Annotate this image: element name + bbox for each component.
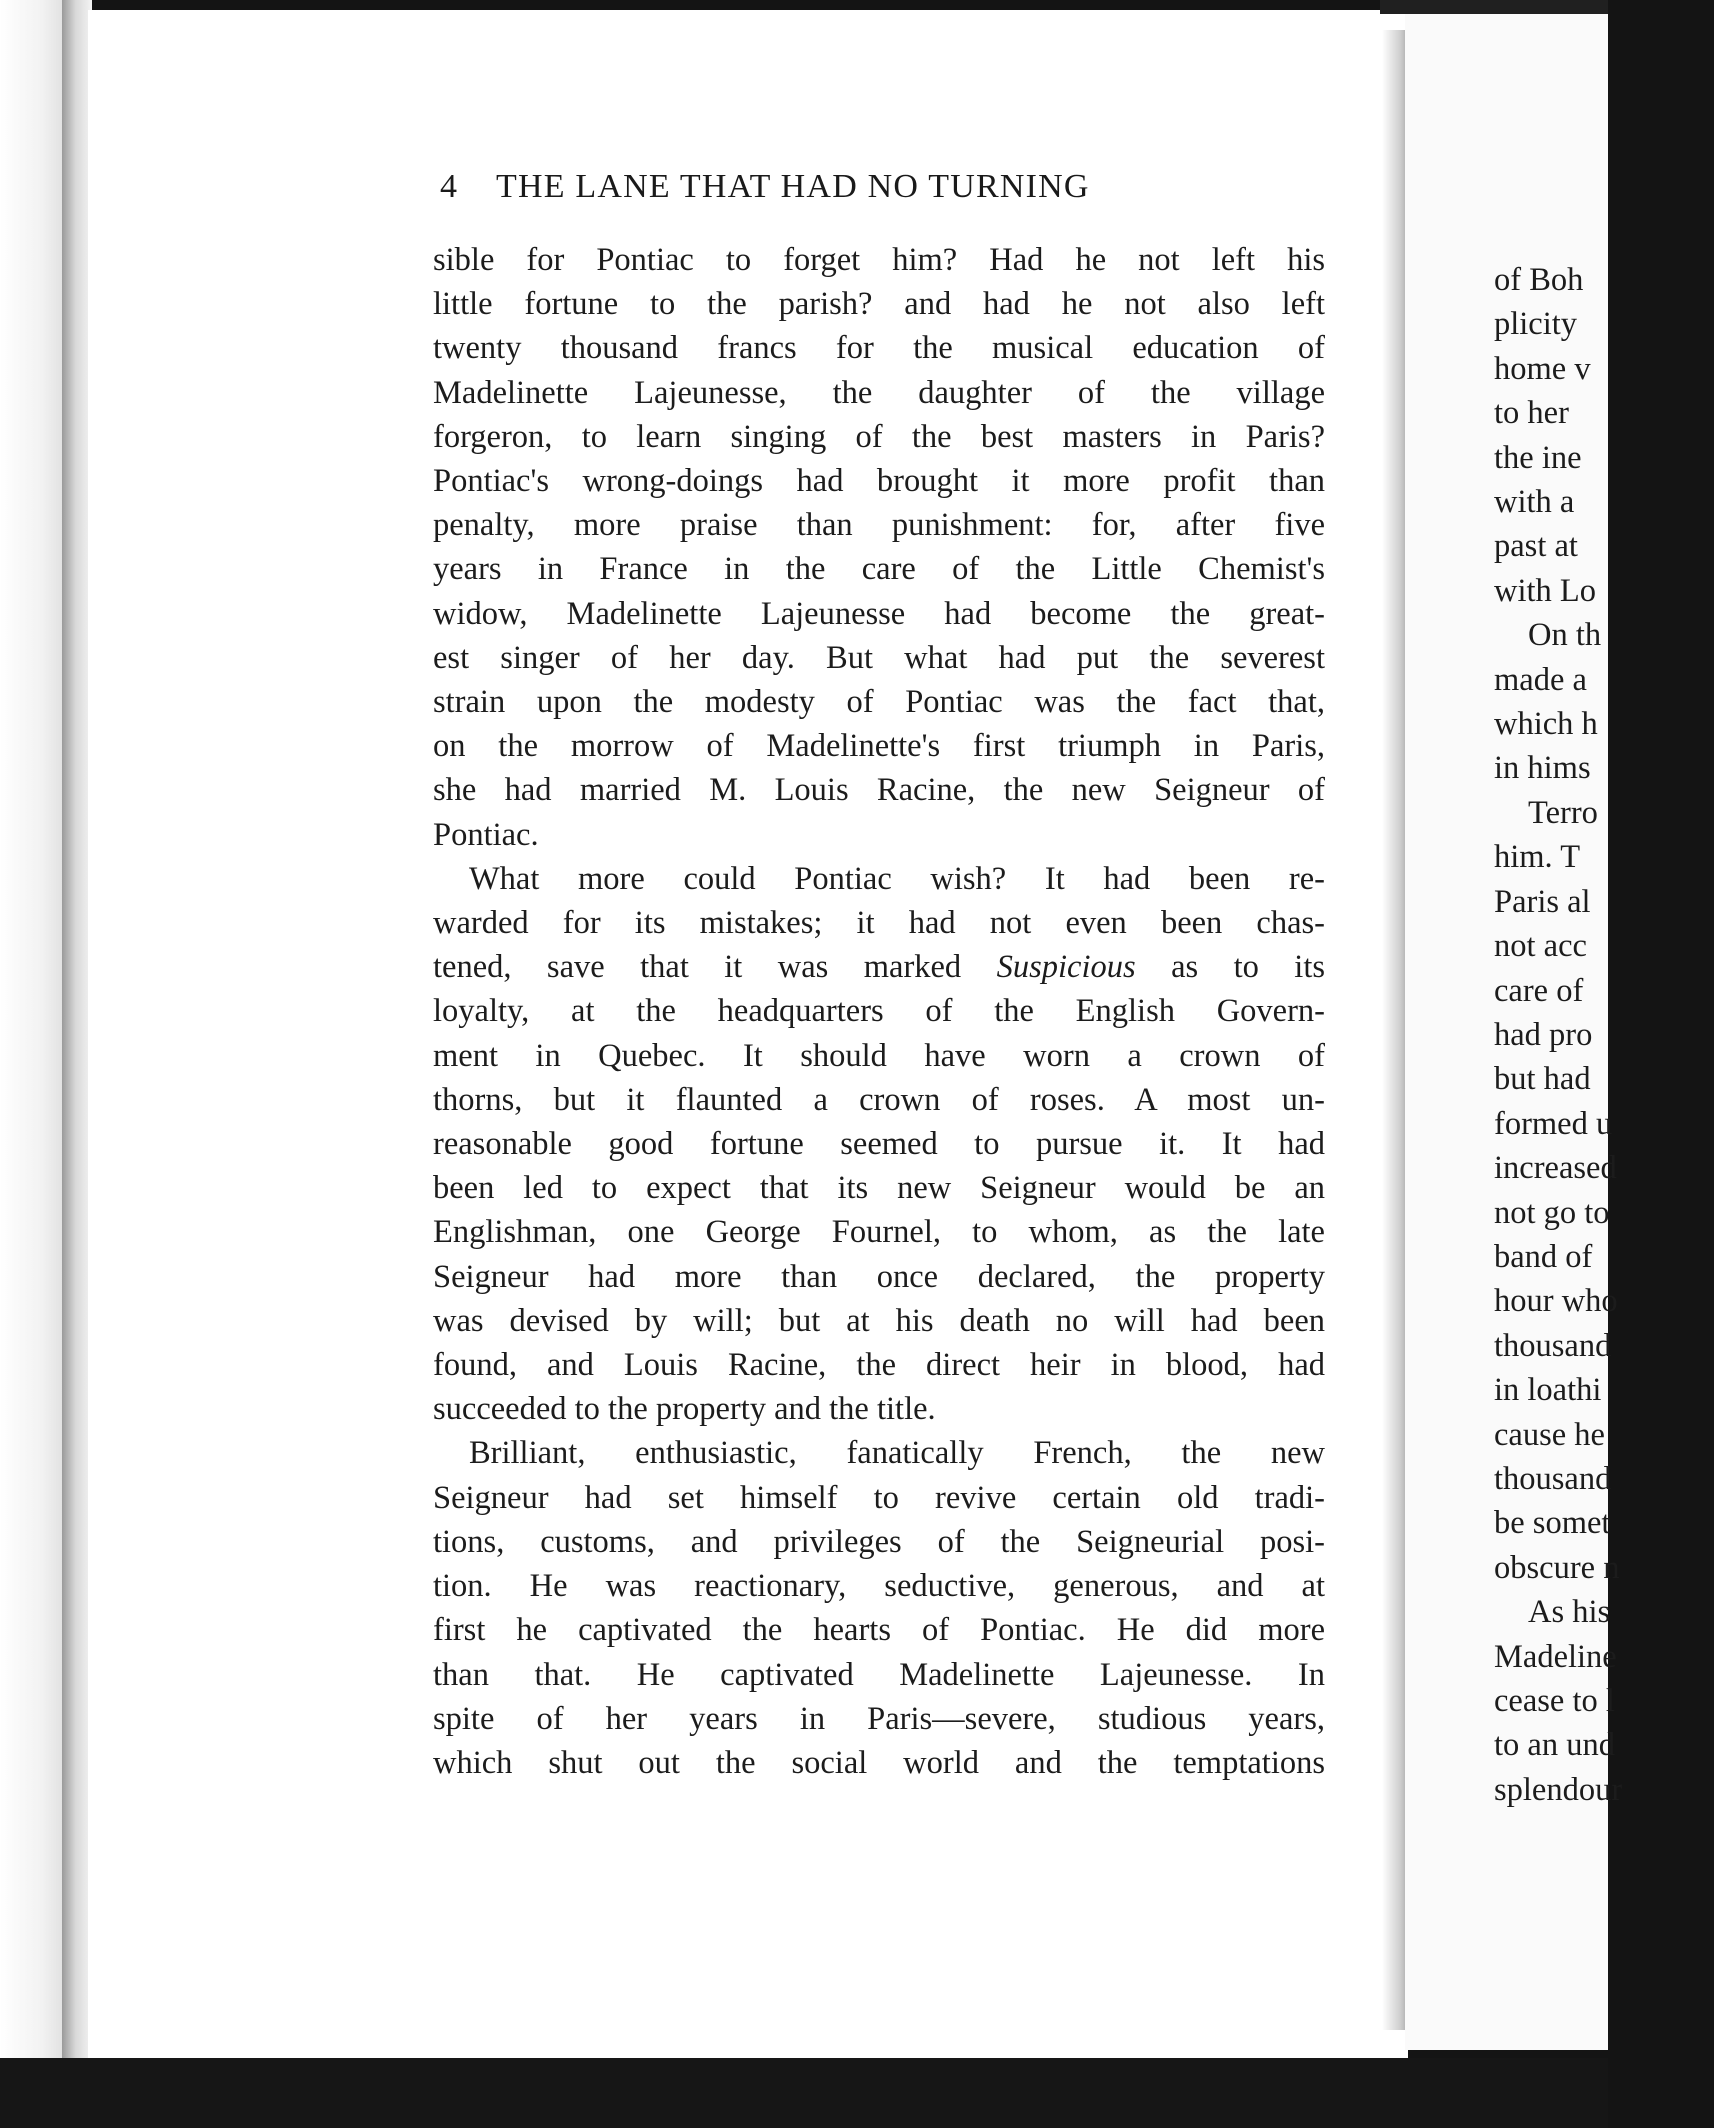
text-fragment: home v: [1494, 350, 1591, 387]
text-fragment: hour who: [1494, 1283, 1618, 1320]
text-line: Pontiac's wrong-doings had brought it more profit than: [433, 463, 1325, 500]
scan-bottom-edge: [0, 2058, 1608, 2128]
text-fragment: plicity: [1494, 306, 1578, 343]
text-fragment: As his: [1528, 1594, 1611, 1631]
text-fragment: care of: [1494, 972, 1584, 1009]
text-line: thorns, but it flaunted a crown of roses. A most un-: [433, 1081, 1325, 1118]
text-line: tions, customs, and privileges of the Seigneurial posi-: [433, 1523, 1325, 1560]
text-span: tened, save that it was marked: [433, 949, 997, 986]
running-head: [440, 168, 1090, 206]
text-line: spite of her years in Paris—severe, studious years,: [433, 1700, 1325, 1737]
text-line: found, and Louis Racine, the direct heir in blood, had: [433, 1347, 1325, 1384]
text-line: years in France in the care of the Little Chemist's: [433, 551, 1325, 588]
text-fragment: had pro: [1494, 1016, 1593, 1053]
text-line: Englishman, one George Fournel, to whom, as the late: [433, 1214, 1325, 1251]
left-page-body: [433, 238, 1325, 1785]
text-line: Seigneur had set himself to revive certain old tradi-: [433, 1479, 1325, 1516]
text-fragment: obscure n: [1494, 1549, 1620, 1586]
text-line: been led to expect that its new Seigneur would be an: [433, 1170, 1325, 1207]
paragraph-first-line: Brilliant, enthusiastic, fanatically French, the new: [469, 1435, 1325, 1472]
text-line: was devised by will; but at his death no will had been: [433, 1302, 1325, 1339]
text-fragment: be somet: [1494, 1505, 1611, 1542]
text-fragment: not acc: [1494, 928, 1587, 965]
scan-top-edge: [1380, 0, 1608, 14]
text-line: which shut out the social world and the temptations: [433, 1744, 1325, 1781]
text-fragment: increased: [1494, 1150, 1617, 1187]
text-fragment: in hims: [1494, 750, 1591, 787]
text-line: on the morrow of Madelinette's first triumph in Paris,: [433, 728, 1325, 765]
right-page-body: [1494, 258, 1714, 1812]
text-line: loyalty, at the headquarters of the English Govern-: [433, 993, 1325, 1030]
text-line: forgeron, to learn singing of the best masters in Paris?: [433, 418, 1325, 455]
text-fragment: but had: [1494, 1061, 1591, 1098]
text-fragment: with a: [1494, 484, 1575, 521]
text-line: little fortune to the parish? and had he not also left: [433, 286, 1325, 323]
text-fragment: to an und: [1494, 1727, 1615, 1764]
text-fragment: with Lo: [1494, 572, 1597, 609]
text-line: succeeded to the property and the title.: [433, 1391, 936, 1428]
text-fragment: Terro: [1528, 794, 1598, 831]
text-line: first he captivated the hearts of Pontiac. He did more: [433, 1612, 1325, 1649]
text-line: Seigneur had more than once declared, the property: [433, 1258, 1325, 1295]
text-line: she had married M. Louis Racine, the new Seigneur of: [433, 772, 1325, 809]
text-span: as to its: [1135, 949, 1326, 986]
text-line: penalty, more praise than punishment: for, after five: [433, 507, 1325, 544]
text-fragment: thousand: [1494, 1460, 1612, 1497]
text-fragment: cease to l: [1494, 1683, 1615, 1719]
text-line: tion. He was reactionary, seductive, generous, and at: [433, 1568, 1325, 1605]
text-fragment: Paris al: [1494, 883, 1591, 920]
text-fragment: which h: [1494, 706, 1598, 743]
text-line: warded for its mistakes; it had not even been chas-: [433, 905, 1325, 942]
text-fragment: Madeline: [1494, 1638, 1617, 1675]
text-fragment: On th: [1528, 617, 1602, 654]
paragraph-first-line: What more could Pontiac wish? It had been re-: [469, 860, 1325, 897]
text-line: than that. He captivated Madelinette Lajeunesse. In: [433, 1656, 1325, 1693]
text-fragment: in loathi: [1494, 1372, 1602, 1409]
text-line: est singer of her day. But what had put the severest: [433, 639, 1325, 676]
text-fragment: the ine: [1494, 439, 1582, 476]
text-fragment: cause he: [1494, 1416, 1605, 1453]
text-fragment: thousand: [1494, 1327, 1612, 1364]
text-line: ment in Quebec. It should have worn a crown of: [433, 1037, 1325, 1074]
running-title: THE LANE THAT HAD NO TURNING: [496, 168, 1090, 205]
scan-left-margin: [0, 0, 70, 2128]
text-line: widow, Madelinette Lajeunesse had become the great-: [433, 595, 1325, 632]
text-line: sible for Pontiac to forget him? Had he not left his: [433, 242, 1325, 278]
text-fragment: made a: [1494, 661, 1587, 698]
text-fragment: formed u: [1494, 1105, 1613, 1142]
text-line: Pontiac.: [433, 816, 539, 853]
italic-word: Suspicious: [996, 949, 1136, 986]
text-fragment: of Boh: [1494, 262, 1584, 298]
text-fragment: past at: [1494, 528, 1578, 565]
text-line: twenty thousand francs for the musical education of: [433, 330, 1325, 367]
text-fragment: band of: [1494, 1238, 1593, 1275]
text-line: reasonable good fortune seemed to pursue it. It had: [433, 1126, 1325, 1163]
text-fragment: not go to: [1494, 1194, 1610, 1231]
page-number: 4: [440, 168, 459, 205]
text-fragment: splendour: [1494, 1771, 1623, 1808]
text-line: strain upon the modesty of Pontiac was the fact that,: [433, 684, 1325, 721]
text-fragment: to her: [1494, 395, 1569, 432]
text-fragment: him. T: [1494, 839, 1581, 876]
text-line: Madelinette Lajeunesse, the daughter of the village: [433, 374, 1325, 411]
text-line-with-italic: [433, 945, 1325, 989]
